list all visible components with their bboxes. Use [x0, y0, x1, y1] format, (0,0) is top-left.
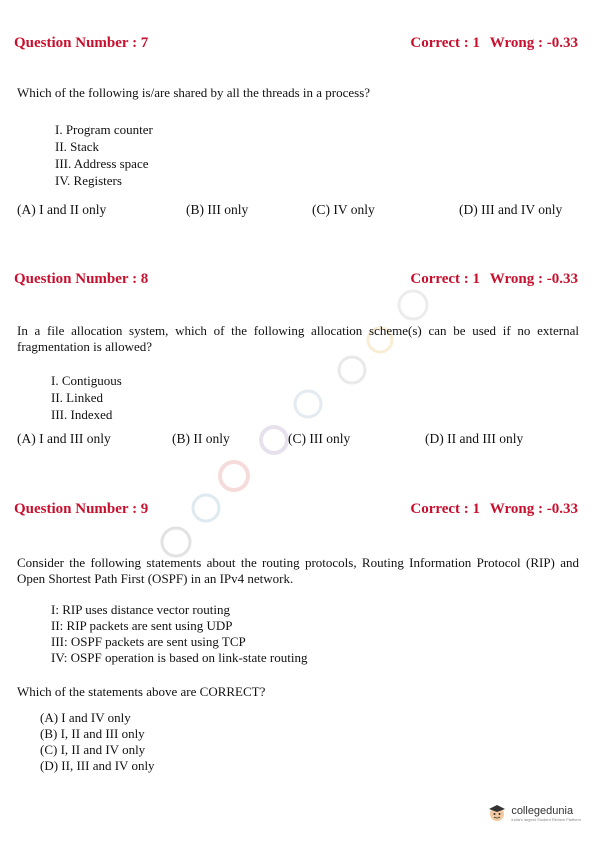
logo-tagline: India's largest Student Review Platform: [511, 816, 581, 822]
statement: II: RIP packets are sent using UDP: [51, 618, 233, 633]
option-d: (D) III and IV only: [459, 202, 563, 217]
question-9-header: [14, 501, 578, 521]
correct-marks: Correct : 1: [410, 271, 481, 287]
option-a: (A) I and IV only: [40, 710, 131, 725]
statement: I. Program counter: [55, 122, 153, 137]
question-number: Question Number : 9: [14, 501, 149, 517]
correct-marks: Correct : 1: [410, 501, 481, 517]
option-d: (D) II, III and IV only: [40, 758, 155, 773]
option-b: (B) II only: [172, 431, 230, 446]
question-9-follow-up: Which of the statements above are CORRECT?: [17, 684, 266, 699]
score-info: [404, 501, 578, 518]
question-8-header: [14, 271, 578, 291]
question-number: Question Number : 7: [14, 35, 149, 51]
option-b: (B) I, II and III only: [40, 726, 145, 741]
question-9-stem: Consider the following statements about the routing protocols, Routing Information Protocol (RIP) and Open Shortest Path First (OSPF) in an IPv4 network.: [17, 555, 579, 586]
question-9-statements: [51, 602, 307, 666]
statement: III: OSPF packets are sent using TCP: [51, 634, 246, 649]
statement: II. Linked: [51, 390, 103, 405]
option-a: (A) I and III only: [17, 431, 111, 446]
question-7-statements: [55, 121, 153, 189]
correct-marks: Correct : 1: [410, 35, 481, 51]
statement: I. Contiguous: [51, 373, 122, 388]
statement: I: RIP uses distance vector routing: [51, 602, 230, 617]
wrong-marks: Wrong : -0.33: [489, 35, 578, 51]
statement: IV: OSPF operation is based on link-state routing: [51, 650, 308, 665]
question-8-statements: [51, 372, 122, 423]
option-d: (D) II and III only: [425, 431, 524, 446]
collegedunia-logo: [487, 802, 581, 824]
question-7-header: [14, 35, 578, 55]
option-c: (C) I, II and IV only: [40, 742, 146, 757]
student-mascot-icon: [487, 802, 507, 824]
option-b: (B) III only: [186, 202, 249, 217]
score-info: [404, 35, 578, 52]
statement: III. Address space: [55, 156, 149, 171]
wrong-marks: Wrong : -0.33: [489, 501, 578, 517]
wrong-marks: Wrong : -0.33: [489, 271, 578, 287]
option-c: (C) III only: [288, 431, 351, 446]
logo-name: collegedunia: [511, 804, 574, 817]
question-8-stem: In a file allocation system, which of the following allocation scheme(s) can be used if no external fragmentation is allowed?: [17, 323, 579, 354]
score-info: [404, 271, 578, 288]
option-c: (C) IV only: [312, 202, 375, 217]
statement: III. Indexed: [51, 407, 113, 422]
option-a: (A) I and II only: [17, 202, 107, 217]
question-7-stem: Which of the following is/are shared by all the threads in a process?: [17, 85, 371, 100]
statement: II. Stack: [55, 139, 100, 154]
question-9-options: [40, 710, 155, 774]
statement: IV. Registers: [55, 173, 122, 188]
question-number: Question Number : 8: [14, 271, 149, 287]
